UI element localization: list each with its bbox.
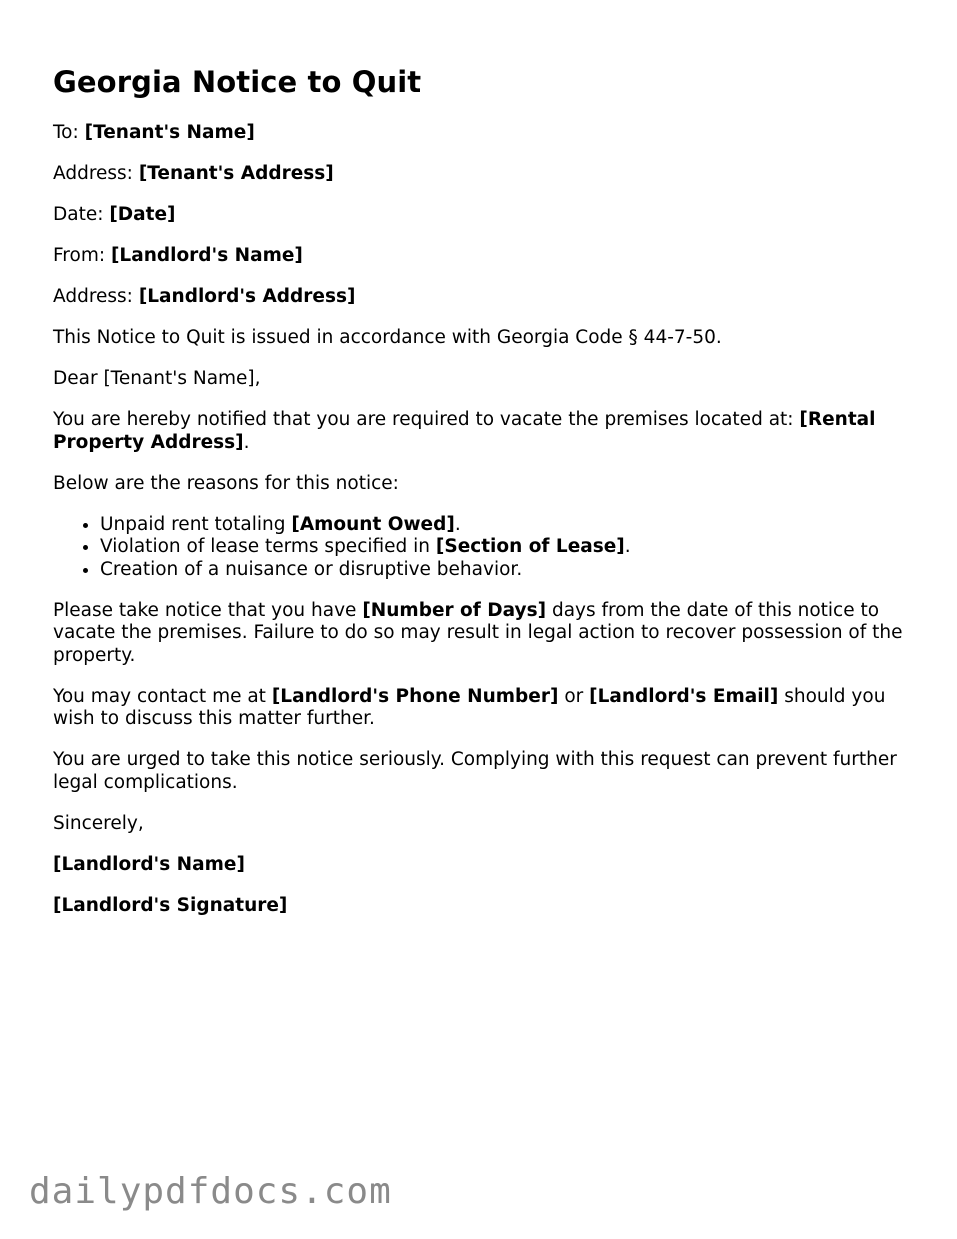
landlord-email-field: [Landlord's Email]	[589, 685, 779, 707]
signature-field: [Landlord's Signature]	[53, 894, 288, 916]
reason-text: Unpaid rent totaling	[100, 513, 286, 535]
date-line	[53, 204, 913, 227]
urge-paragraph: You are urged to take this notice seriously. Complying with this request can prevent further legal complications.	[53, 749, 897, 793]
signature-name-field: [Landlord's Name]	[53, 853, 245, 875]
statute-paragraph: This Notice to Quit is issued in accordance with Georgia Code § 44-7-50.	[53, 327, 722, 348]
days-after: days from the date of this notice to vacate the premises. Failure to do so may result in legal action to recover possession of the property.	[53, 599, 903, 666]
tenant-address-field: [Tenant's Address]	[138, 163, 334, 184]
list-item	[100, 536, 913, 559]
date-field: [Date]	[109, 204, 176, 225]
date-label: Date:	[53, 204, 104, 225]
landlord-address-line	[53, 286, 913, 309]
signature-line	[53, 895, 913, 918]
contact-after: should you wish to discuss this matter further.	[53, 685, 886, 729]
reasons-list	[53, 514, 913, 582]
reason-text: Violation of lease terms specified in	[100, 536, 431, 557]
reason-end: .	[454, 513, 461, 535]
landlord-address-label: Address:	[53, 286, 133, 307]
reason-end: .	[624, 536, 631, 557]
tenant-name-field: [Tenant's Name]	[84, 122, 255, 143]
landlord-name-field: [Landlord's Name]	[110, 245, 303, 266]
contact-paragraph	[53, 686, 913, 731]
list-item	[100, 514, 913, 537]
to-label: To:	[53, 122, 79, 143]
document-title: Georgia Notice to Quit	[53, 65, 422, 99]
reason-text: Creation of a nuisance or disruptive behavior.	[100, 558, 523, 580]
to-line	[53, 122, 913, 145]
landlord-address-field: [Landlord's Address]	[138, 286, 356, 307]
contact-before: You may contact me at	[53, 685, 266, 707]
landlord-phone-field: [Landlord's Phone Number]	[271, 685, 559, 707]
reasons-intro: Below are the reasons for this notice:	[53, 472, 399, 494]
signature-name	[53, 854, 913, 877]
number-of-days-field: [Number of Days]	[362, 599, 547, 621]
rental-property-field: [Rental Property Address]	[53, 409, 876, 453]
document-page	[53, 64, 913, 936]
days-paragraph	[53, 600, 913, 668]
contact-middle: or	[564, 685, 584, 707]
vacate-paragraph	[53, 409, 913, 454]
tenant-address-label: Address:	[53, 163, 133, 184]
from-line	[53, 245, 913, 268]
vacate-end: .	[243, 431, 250, 453]
vacate-text: You are hereby notified that you are required to vacate the premises located at:	[53, 409, 794, 430]
section-of-lease-field: [Section of Lease]	[435, 536, 625, 557]
from-label: From:	[53, 245, 106, 266]
watermark: dailypdfdocs.com	[29, 1171, 392, 1212]
tenant-address-line	[53, 163, 913, 186]
days-before: Please take notice that you have	[53, 599, 357, 621]
list-item	[100, 559, 913, 582]
salutation: Dear [Tenant's Name],	[53, 368, 261, 389]
closing: Sincerely,	[53, 812, 144, 834]
amount-owed-field: [Amount Owed]	[291, 513, 455, 535]
